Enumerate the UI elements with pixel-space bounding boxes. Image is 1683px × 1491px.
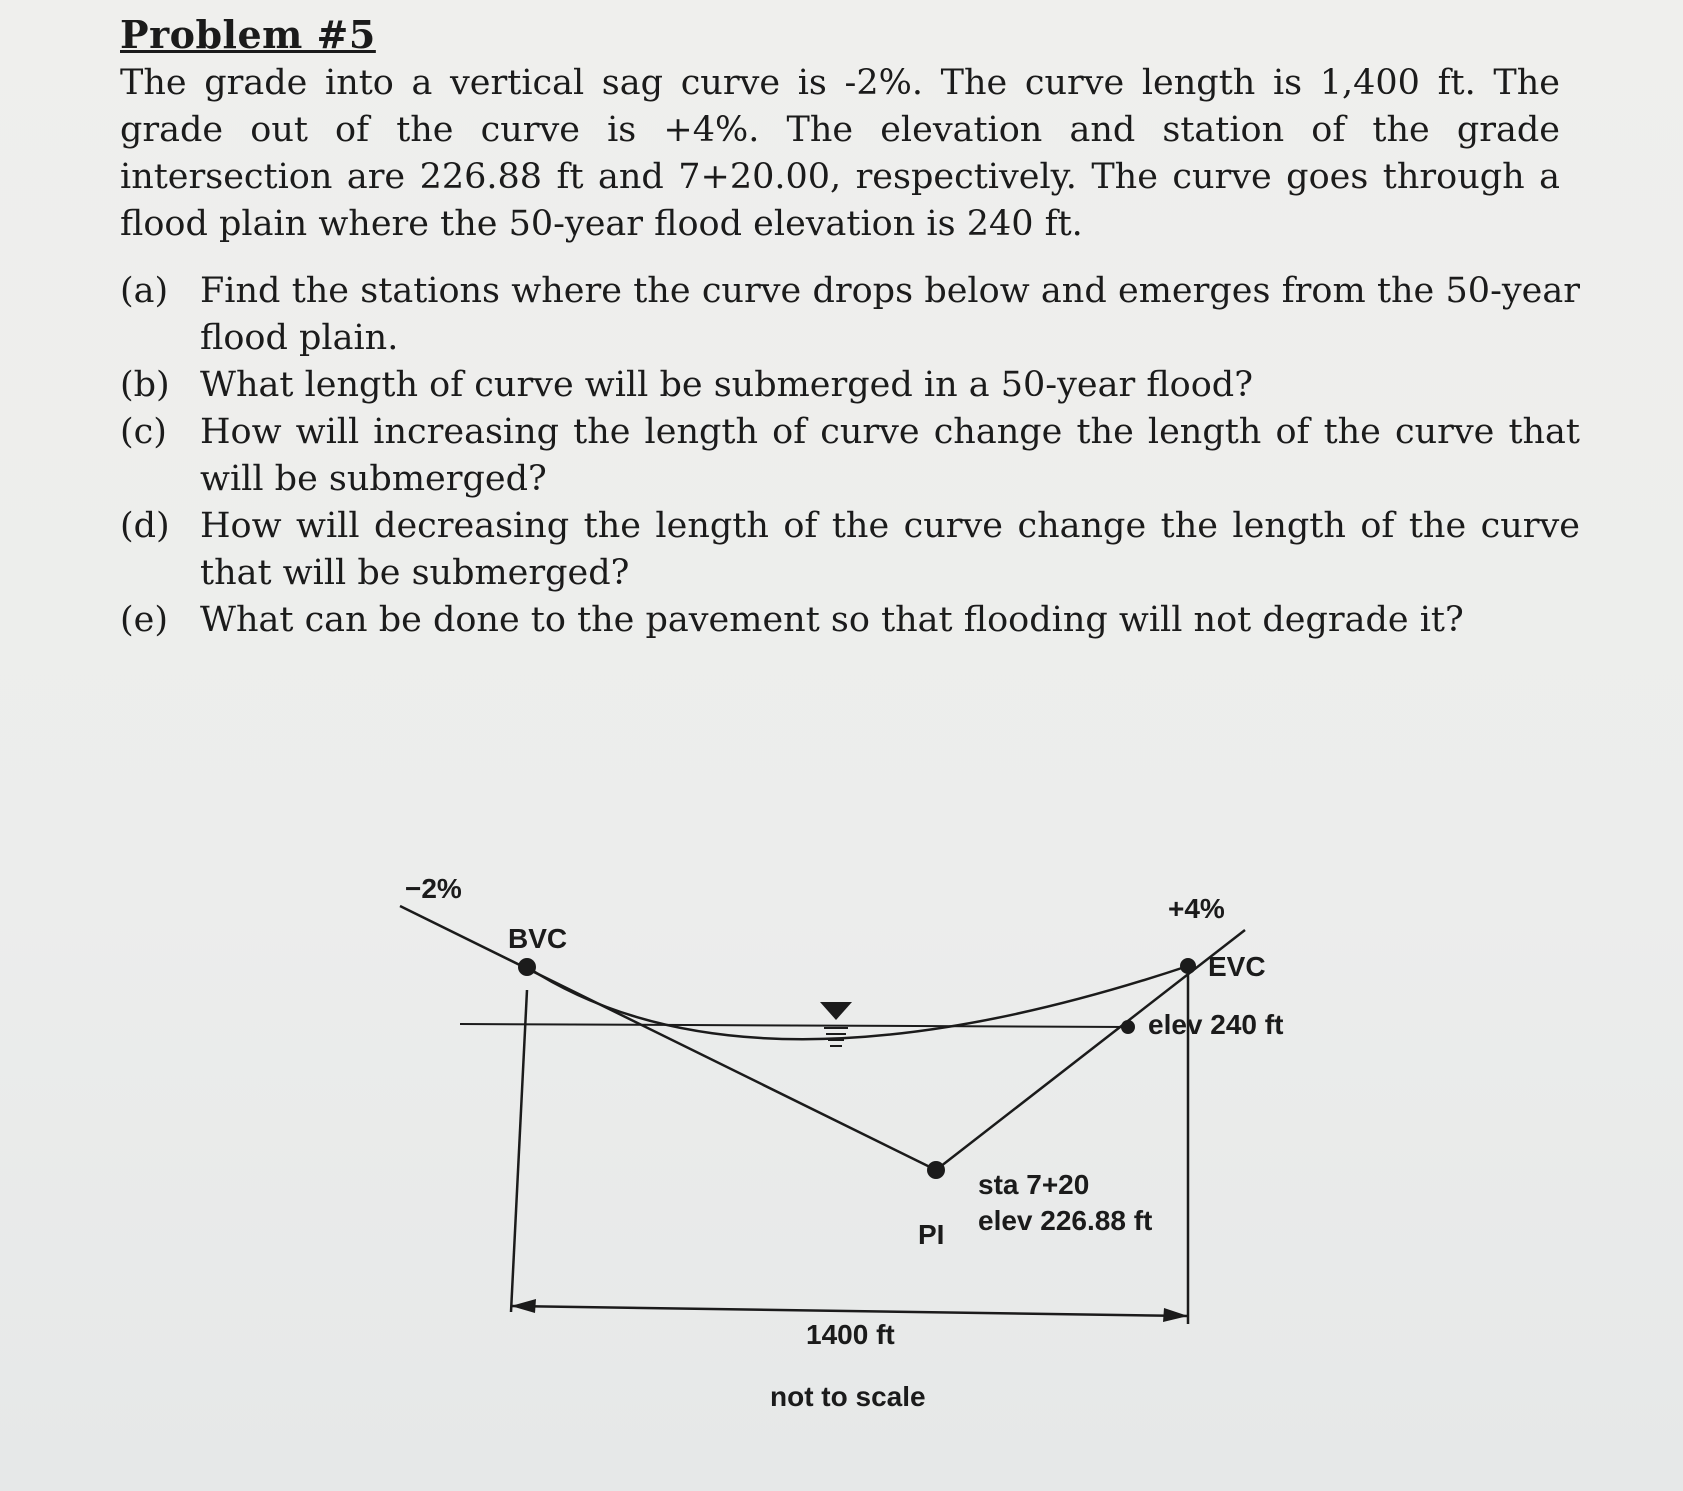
question-label: (c) <box>120 412 167 452</box>
grade-out-line <box>936 930 1245 1170</box>
not-to-scale-note: not to scale <box>770 1381 926 1412</box>
question-label: (a) <box>120 271 169 311</box>
length-dimension-line <box>511 1306 1188 1316</box>
question-label: (d) <box>120 506 170 546</box>
flood-elev-label: elev 240 ft <box>1148 1009 1284 1040</box>
flood-intersection-point <box>1121 1020 1135 1034</box>
grade-in-label: −2% <box>405 873 462 904</box>
length-label: 1400 ft <box>806 1319 895 1350</box>
arrow-right-icon <box>1163 1308 1188 1322</box>
bvc-label: BVC <box>508 923 568 954</box>
problem-title: Problem #5 <box>120 12 376 57</box>
pi-station-label: sta 7+20 <box>978 1169 1090 1200</box>
evc-point <box>1180 958 1196 974</box>
question-text: What length of curve will be submerged in a 50-year flood? <box>200 365 1253 405</box>
bvc-extension-line <box>511 990 527 1312</box>
pi-point <box>927 1161 945 1179</box>
water-level-icon <box>820 1002 852 1020</box>
question-text: Find the stations where the curve drops below and emerges from the 50-year flood plain. <box>200 271 1580 358</box>
question-label: (b) <box>120 365 170 405</box>
grade-out-label: +4% <box>1168 893 1225 924</box>
arrow-left-icon <box>511 1299 536 1313</box>
evc-label: EVC <box>1208 951 1266 982</box>
vertical-curve <box>527 966 1188 1039</box>
problem-statement: The grade into a vertical sag curve is -2%. The curve length is 1,400 ft. The grade out of the curve is +4%. The elevation and station of the grade intersection are 226.88 ft and 7+20.00, respectively. The curve goes through a flood plain where the 50-year flood elevation is 240 ft. <box>120 63 1560 244</box>
question-text: What can be done to the pavement so that flooding will not degrade it? <box>200 600 1464 640</box>
question-text: How will increasing the length of curve change the length of the curve that will be submerged? <box>200 412 1580 499</box>
question-text: How will decreasing the length of the curve change the length of the curve that will be submerged? <box>200 506 1580 593</box>
flood-water-line <box>460 1024 1128 1027</box>
question-label: (e) <box>120 600 169 640</box>
pi-elev-label: elev 226.88 ft <box>978 1205 1153 1236</box>
bvc-point <box>518 958 536 976</box>
pi-label: PI <box>918 1219 945 1250</box>
